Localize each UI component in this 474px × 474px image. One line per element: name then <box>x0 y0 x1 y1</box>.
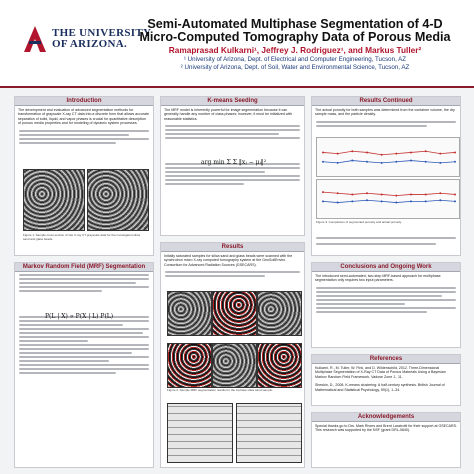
data-point <box>366 161 368 163</box>
data-point <box>381 200 383 202</box>
data-point <box>381 162 383 164</box>
affiliation-1: ¹ University of Arizona, Dept. of Electrical and Computer Engineering, Tucson, AZ <box>183 56 407 63</box>
data-point <box>395 161 397 163</box>
data-point <box>439 199 441 201</box>
data-point <box>366 199 368 201</box>
data-point <box>454 161 456 163</box>
series-line-0 <box>323 192 455 195</box>
segmented-slice-image <box>212 291 257 336</box>
data-point <box>395 153 397 155</box>
figure-3-caption: Figure 3. Comparison of segmented porosity and actual porosity. <box>316 220 402 224</box>
data-point <box>381 193 383 195</box>
section-heading: Introduction <box>15 97 153 106</box>
kmeans-text: The MRF model is inherently powerful for image segmentation because it can generally handle any number of class phases; however, it must be initialized with reasonable statistics. <box>164 108 293 121</box>
data-point <box>322 191 324 193</box>
data-point <box>322 200 324 202</box>
data-point <box>381 154 383 156</box>
poster-title: Semi-Automated Multiphase Segmentation of 4-D Micro-Computed Tomography Data of Porous Media <box>139 17 451 44</box>
data-point <box>351 193 353 195</box>
section-heading: Conclusions and Ongoing Work <box>312 263 460 272</box>
header <box>0 0 474 88</box>
data-point <box>410 151 412 153</box>
section-heading: Acknowledgements <box>312 413 460 422</box>
data-point <box>337 162 339 164</box>
data-point <box>395 202 397 204</box>
data-point <box>410 160 412 162</box>
acknowledgements-text: Special thanks go to Drs. Mark Rivers and Brent Lanzirotti for their support at GSECARS. This research was supported by the NSF (grant DRL-0840). <box>315 424 458 433</box>
section-heading: Markov Random Field (MRF) Segmentation <box>15 263 153 272</box>
references-section <box>311 354 461 406</box>
intro-text: The development and evaluation of advanced segmentation methods for transformation of grayscale X-ray CT data into a discrete form that allows accurate separation of solid, liquid, and vapor phases is crucial for quantitative description of porous media properties and for modeling of dynamic system processes. <box>18 108 149 126</box>
data-point <box>351 200 353 202</box>
porosity-chart-1 <box>316 137 460 177</box>
results-section <box>160 242 305 468</box>
data-point <box>351 160 353 162</box>
data-point <box>366 151 368 153</box>
data-point <box>322 151 324 153</box>
logo-line-1: THE UNIVERSITY <box>52 27 152 39</box>
glass-beads-ct-image <box>87 169 149 231</box>
segmented-volume-image <box>236 403 302 463</box>
conclusions-text: The introduced semi-automated, two-step MRF-based approach for multiphase segmentation only requires two input parameters. <box>315 274 441 283</box>
sand-ct-image <box>23 169 85 231</box>
raw-slice-image <box>167 291 212 336</box>
authors: Ramaprasad Kulkarni¹, Jeffrey J. Rodriguez¹, and Markus Tuller² <box>168 45 422 55</box>
figure-1-caption: Figure 1. Sample cross section of raw X-ray CT grayscale data for the investigated silica sand and glass beads. <box>23 233 140 241</box>
data-point <box>439 162 441 164</box>
university-logo-icon <box>22 25 48 53</box>
data-point <box>425 200 427 202</box>
kmeans-section <box>160 96 305 236</box>
data-point <box>425 193 427 195</box>
figure-2-caption: Figure 2. Sample MRF segmentation results for the 4-phase silica sand sample. <box>167 388 273 392</box>
data-point <box>454 151 456 153</box>
results-continued-section <box>311 96 461 256</box>
results-text: Initially saturated samples for silica sand and glass beads were scanned with the synchrotron micro X-ray computed tomography system at the GeoSoilEnviro Consortium for Advanced Radiation Sources (GSECARS). <box>164 254 293 267</box>
section-heading: References <box>312 355 460 364</box>
data-point <box>454 200 456 202</box>
series-line-1 <box>323 161 455 163</box>
reference-1: Kulkarni, R., M. Tuller, W. Fink, and D. Wildenschild, 2012. Three-Dimensional Multiphase Segmentation of X-Ray CT Data of Porous Materials Using a Bayesian Markov Random Field Framework. Vadose Zone J., 11. <box>315 366 446 379</box>
data-point <box>454 193 456 195</box>
data-point <box>337 192 339 194</box>
introduction-section <box>14 96 154 256</box>
series-line-0 <box>323 151 455 154</box>
conclusions-section <box>311 262 461 348</box>
logo-line-2: OF ARIZONA. <box>52 38 128 50</box>
raw-slice-image <box>257 291 302 336</box>
segmented-slice-image <box>257 343 302 388</box>
mrf-equation: P(L | X) ∝ P(X | L) P(L) <box>45 313 114 320</box>
data-point <box>425 150 427 152</box>
grayscale-volume-image <box>167 403 233 463</box>
data-point <box>366 192 368 194</box>
reference-2: Sheskin, D., 2008. K-means clustering: A half-century synthesis. British Journal of Mathematical and Statistical Psychology, 59(1), 1–34. <box>315 383 445 392</box>
data-point <box>410 200 412 202</box>
data-point <box>439 192 441 194</box>
data-point <box>322 161 324 163</box>
section-heading: Results Continued <box>312 97 460 106</box>
section-heading: K-means Seeding <box>161 97 304 106</box>
data-point <box>439 153 441 155</box>
data-point <box>425 161 427 163</box>
data-point <box>337 202 339 204</box>
data-point <box>351 150 353 152</box>
section-heading: Results <box>161 243 304 252</box>
kmeans-equation: arg min Σ Σ ‖xⱼ − μᵢ‖² <box>201 159 267 166</box>
data-point <box>337 153 339 155</box>
mrf-section <box>14 262 154 468</box>
data-point <box>410 193 412 195</box>
results-continued-text: The actual porosity for both samples was determined from the container volume, the dry sample mass, and the particle density. <box>315 108 455 117</box>
segmented-slice-image <box>167 343 212 388</box>
affiliation-2: ² University of Arizona, Dept. of Soil, Water and Environmental Science, Tucson, AZ <box>180 64 410 71</box>
series-line-1 <box>323 200 455 202</box>
raw-slice-image <box>212 343 257 388</box>
porosity-chart-2 <box>316 179 460 219</box>
data-point <box>395 195 397 197</box>
acknowledgements-section <box>311 412 461 468</box>
affiliations <box>130 56 460 72</box>
